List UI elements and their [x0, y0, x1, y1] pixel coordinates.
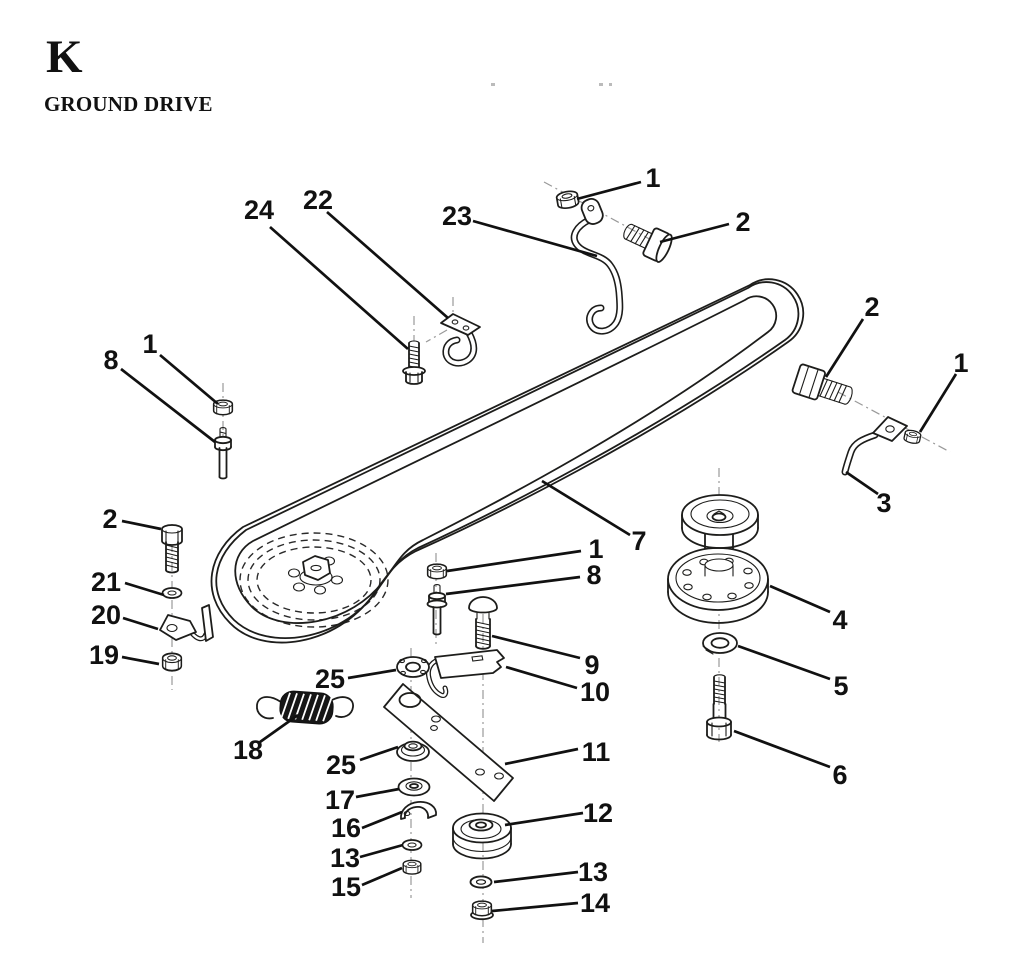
- callout-ref: 9: [584, 650, 600, 680]
- callout-ref: 25: [325, 750, 357, 780]
- callout-ref: 19: [88, 640, 120, 670]
- clutch-latch-bracket: [428, 650, 504, 696]
- flat-washer-small-right: [471, 876, 492, 887]
- assembly-centerlines: [172, 182, 950, 943]
- clutch-extension-spring: [257, 690, 353, 725]
- shoulder-bolt-center: [428, 585, 447, 635]
- callout-ref: 10: [579, 677, 611, 707]
- cupped-washer: [399, 779, 430, 796]
- hex-nut-top: [556, 190, 579, 210]
- callout-ref: 12: [582, 798, 614, 828]
- belt-keeper-hook: [441, 314, 480, 363]
- spacer-washer-upper: [397, 657, 429, 677]
- lock-nut-left: [163, 653, 182, 670]
- callout-ref: 24: [243, 195, 275, 225]
- belt-guide-rod-right: [845, 417, 907, 472]
- scan-specks: [491, 83, 612, 86]
- belt-retainer-clip: [401, 802, 436, 819]
- transmission-stack-pulley: [668, 495, 768, 623]
- callout-ref: 1: [588, 534, 604, 564]
- spacer-washer-lower: [397, 742, 429, 761]
- hex-nut-center: [428, 564, 447, 579]
- callout-ref: 13: [329, 843, 361, 873]
- belt-guide-bracket-left: [160, 605, 213, 641]
- callout-ref: 14: [579, 888, 611, 918]
- callout-ref: 21: [90, 567, 122, 597]
- hex-bolt-right: [792, 364, 856, 410]
- callout-ref: 2: [864, 292, 880, 322]
- page-title: GROUND DRIVE: [44, 92, 213, 116]
- callout-ref: 4: [832, 605, 848, 635]
- callout-ref: 1: [953, 348, 969, 378]
- lock-washer: [703, 633, 737, 654]
- callout-ref: 8: [586, 560, 602, 590]
- flange-lock-nut-bottom: [471, 901, 493, 919]
- transaxle-hub: [300, 556, 332, 585]
- callout-ref: 8: [103, 345, 119, 375]
- callout-ref: 2: [735, 207, 751, 237]
- callout-ref: 6: [832, 760, 848, 790]
- callout-ref: 16: [330, 813, 362, 843]
- callout-ref: 13: [577, 857, 609, 887]
- lock-nut-small-left: [403, 860, 421, 874]
- callout-ref: 7: [631, 526, 647, 556]
- belt-guide-hook-upper: [574, 197, 620, 332]
- section-letter: K: [46, 31, 84, 83]
- callout-ref: 11: [581, 737, 611, 767]
- transaxle-pulley-dashed: [240, 533, 388, 627]
- callout-ref: 15: [330, 872, 362, 902]
- callout-ref: 3: [876, 488, 892, 518]
- callout-ref: 23: [441, 201, 473, 231]
- flat-washer-small-left: [403, 840, 422, 850]
- callout-ref: 1: [142, 329, 158, 359]
- callout-ref: 1: [645, 163, 661, 193]
- callout-ref: 2: [102, 504, 118, 534]
- flat-washer-left: [163, 588, 182, 598]
- v-idler-pulley: [453, 814, 511, 859]
- callout-ref: 18: [232, 735, 264, 765]
- callout-ref: 25: [314, 664, 346, 694]
- callout-ref: 22: [302, 185, 334, 215]
- callout-ref: 5: [833, 671, 849, 701]
- callout-ref: 20: [90, 600, 122, 630]
- hex-nut-right: [903, 429, 921, 444]
- callout-ref: 17: [324, 785, 356, 815]
- callout-numbers: [89, 163, 969, 918]
